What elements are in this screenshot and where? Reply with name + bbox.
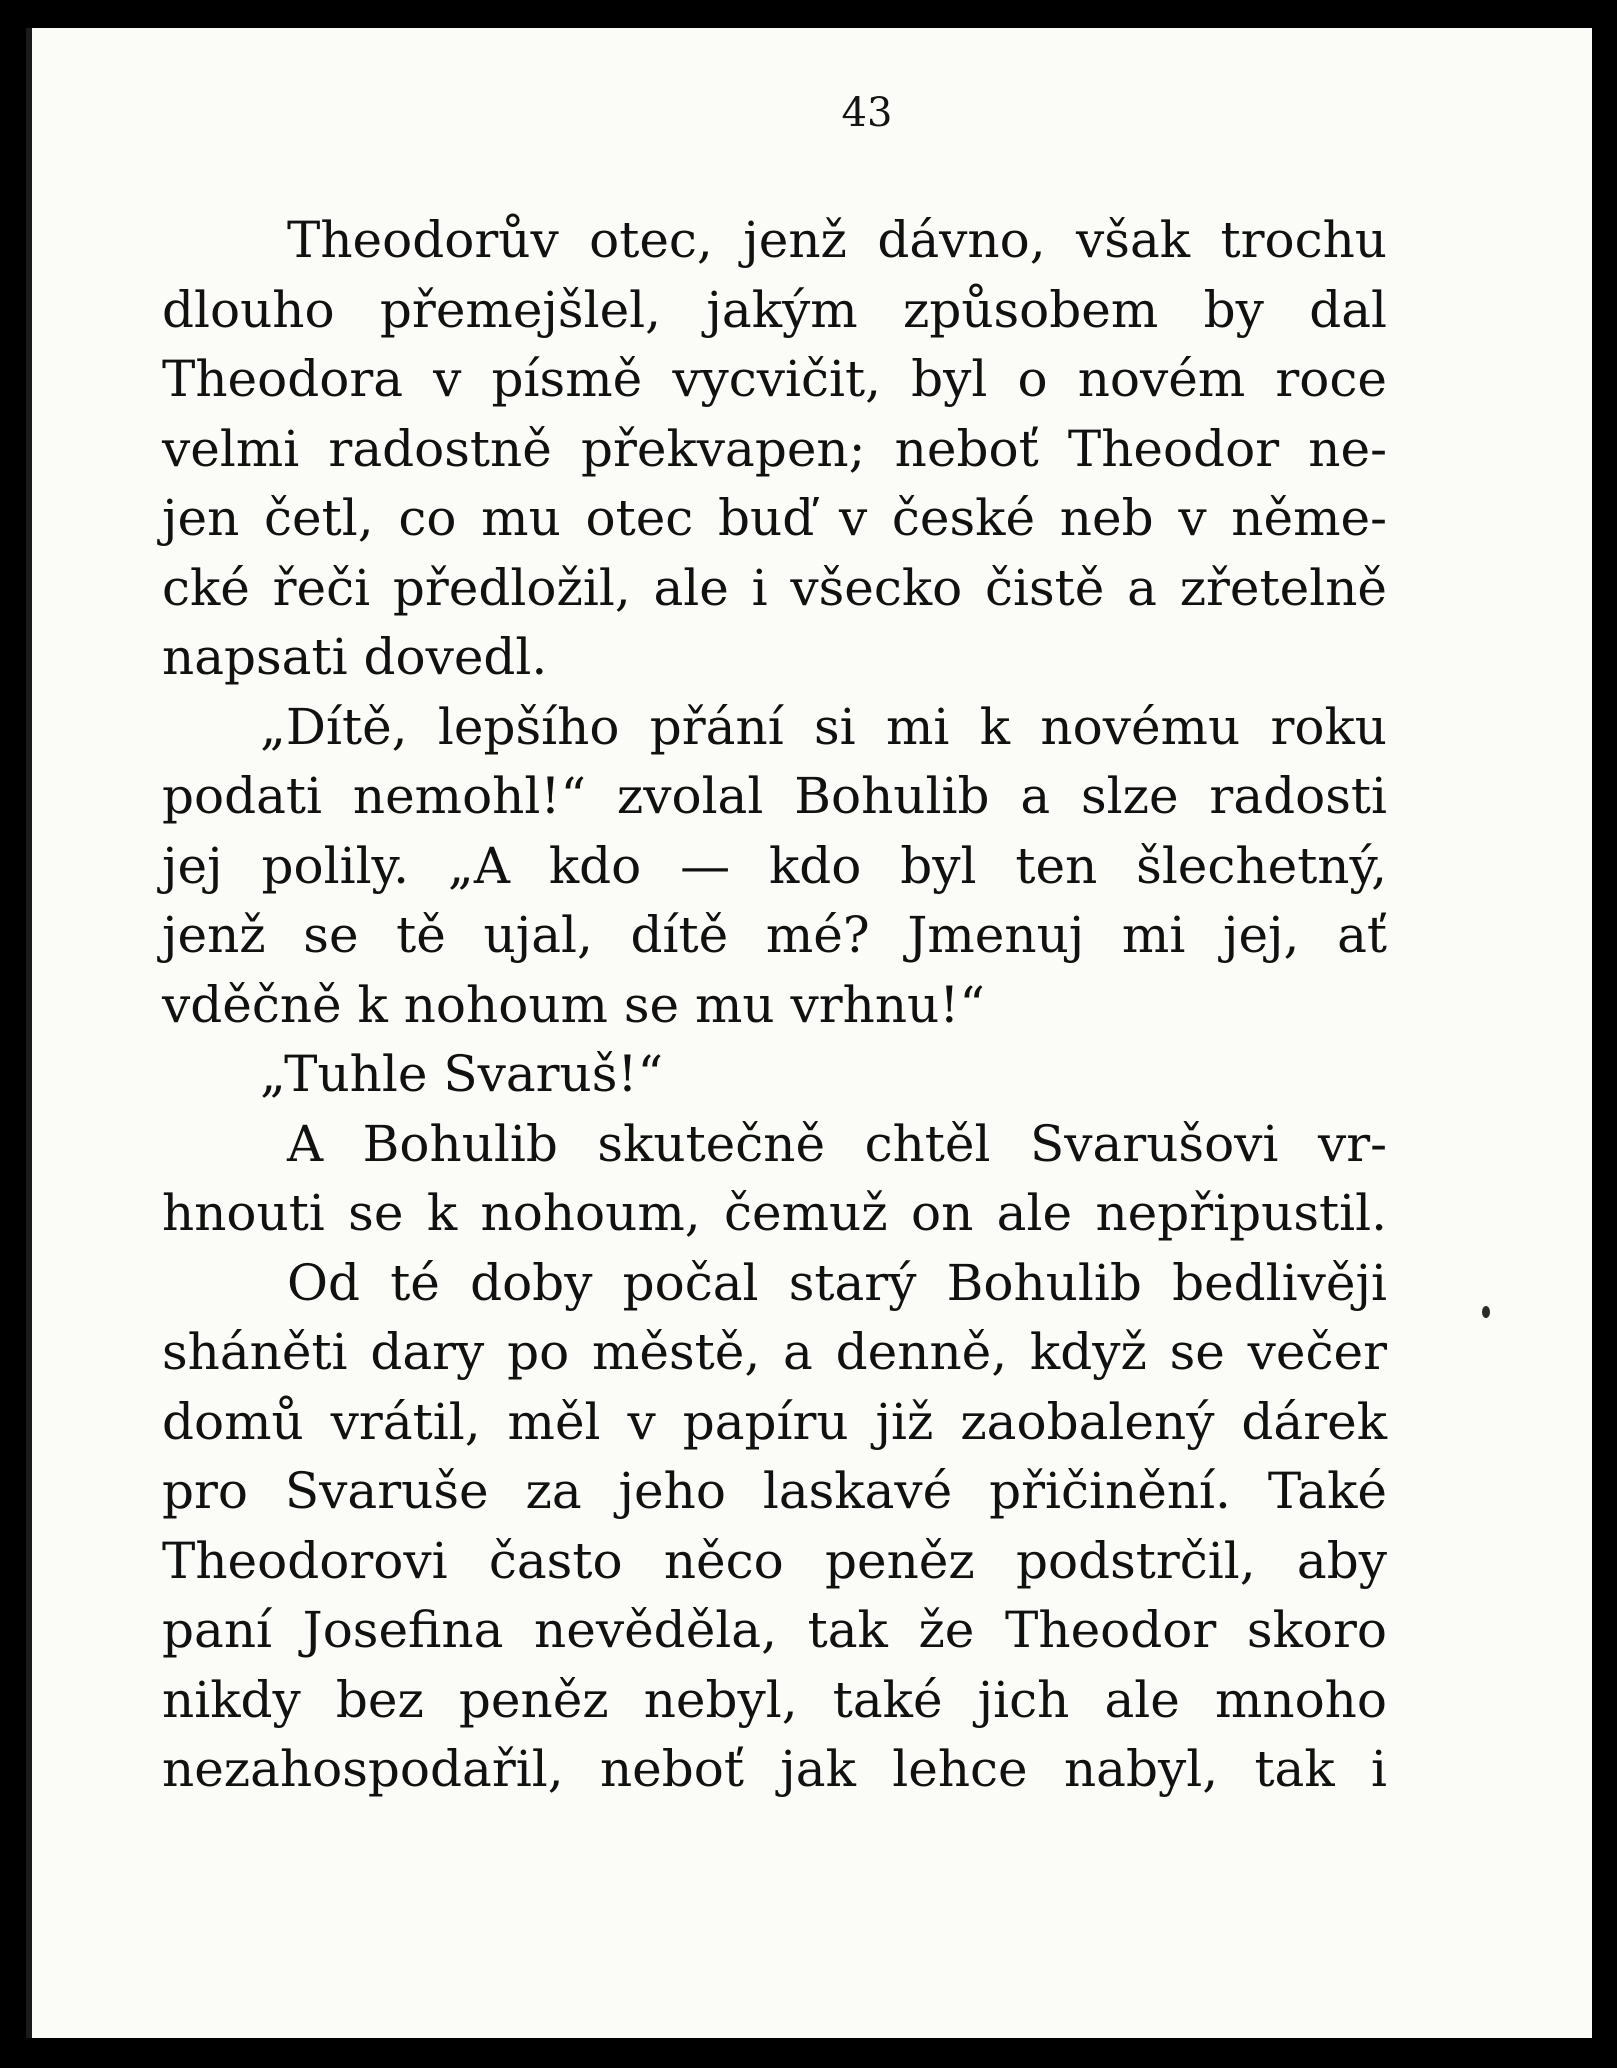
- text-line: Theodorův otec, jenž dávno, však trochu: [287, 211, 1387, 269]
- text-line: jej polily. „A kdo — kdo byl ten šlechetný,: [162, 836, 1387, 895]
- text-line: nikdy bez peněz nebyl, také jich ale mnoho: [162, 1670, 1387, 1729]
- text-line: velmi radostně překvapen; neboť Theodor ne-: [162, 419, 1387, 478]
- text-line: vděčně k nohoum se mu vrhnu!“: [162, 975, 985, 1034]
- text-line: podati nemohl!“ zvolal Bohulib a slze radosti: [162, 767, 1387, 825]
- book-page: [26, 28, 1592, 2038]
- paper-speck: [1482, 1306, 1490, 1318]
- text-line: Od té doby počal starý Bohulib bedlivěji: [287, 1253, 1387, 1312]
- page-number: 43: [841, 90, 893, 136]
- text-line: jenž se tě ujal, dítě mé? Jmenuj mi jej, ať: [162, 906, 1387, 964]
- text-line: hnouti se k nohoum, čemuž on ale nepřipustil.: [162, 1184, 1387, 1242]
- body-text: [162, 206, 1387, 1805]
- text-line: cké řeči předložil, ale i všecko čistě a zřetelně: [162, 558, 1387, 617]
- text-line: nezahospodařil, neboť jak lehce nabyl, tak i: [162, 1740, 1387, 1798]
- text-line: jen četl, co mu otec buď v české neb v něme-: [162, 489, 1387, 547]
- text-line: domů vrátil, měl v papíru již zaobalený dárek: [162, 1392, 1387, 1451]
- text-line: napsati dovedl.: [162, 628, 548, 686]
- text-line: „Tuhle Svaruš!“: [260, 1045, 664, 1103]
- text-line: pro Svaruše za jeho laskavé přičinění. Také: [162, 1462, 1387, 1520]
- text-line: Theodora v písmě vycvičit, byl o novém roce: [162, 350, 1387, 408]
- text-line: sháněti dary po městě, a denně, když se večer: [162, 1323, 1387, 1381]
- text-line: paní Josefina nevěděla, tak že Theodor skoro: [162, 1601, 1387, 1659]
- text-line: dlouho přemejšlel, jakým způsobem by dal: [162, 280, 1387, 339]
- text-line: A Bohulib skutečně chtěl Svarušovi vr-: [287, 1114, 1387, 1173]
- text-line: „Dítě, lepšího přání si mi k novému roku: [260, 697, 1387, 756]
- text-line: Theodorovi často něco peněz podstrčil, aby: [162, 1531, 1387, 1590]
